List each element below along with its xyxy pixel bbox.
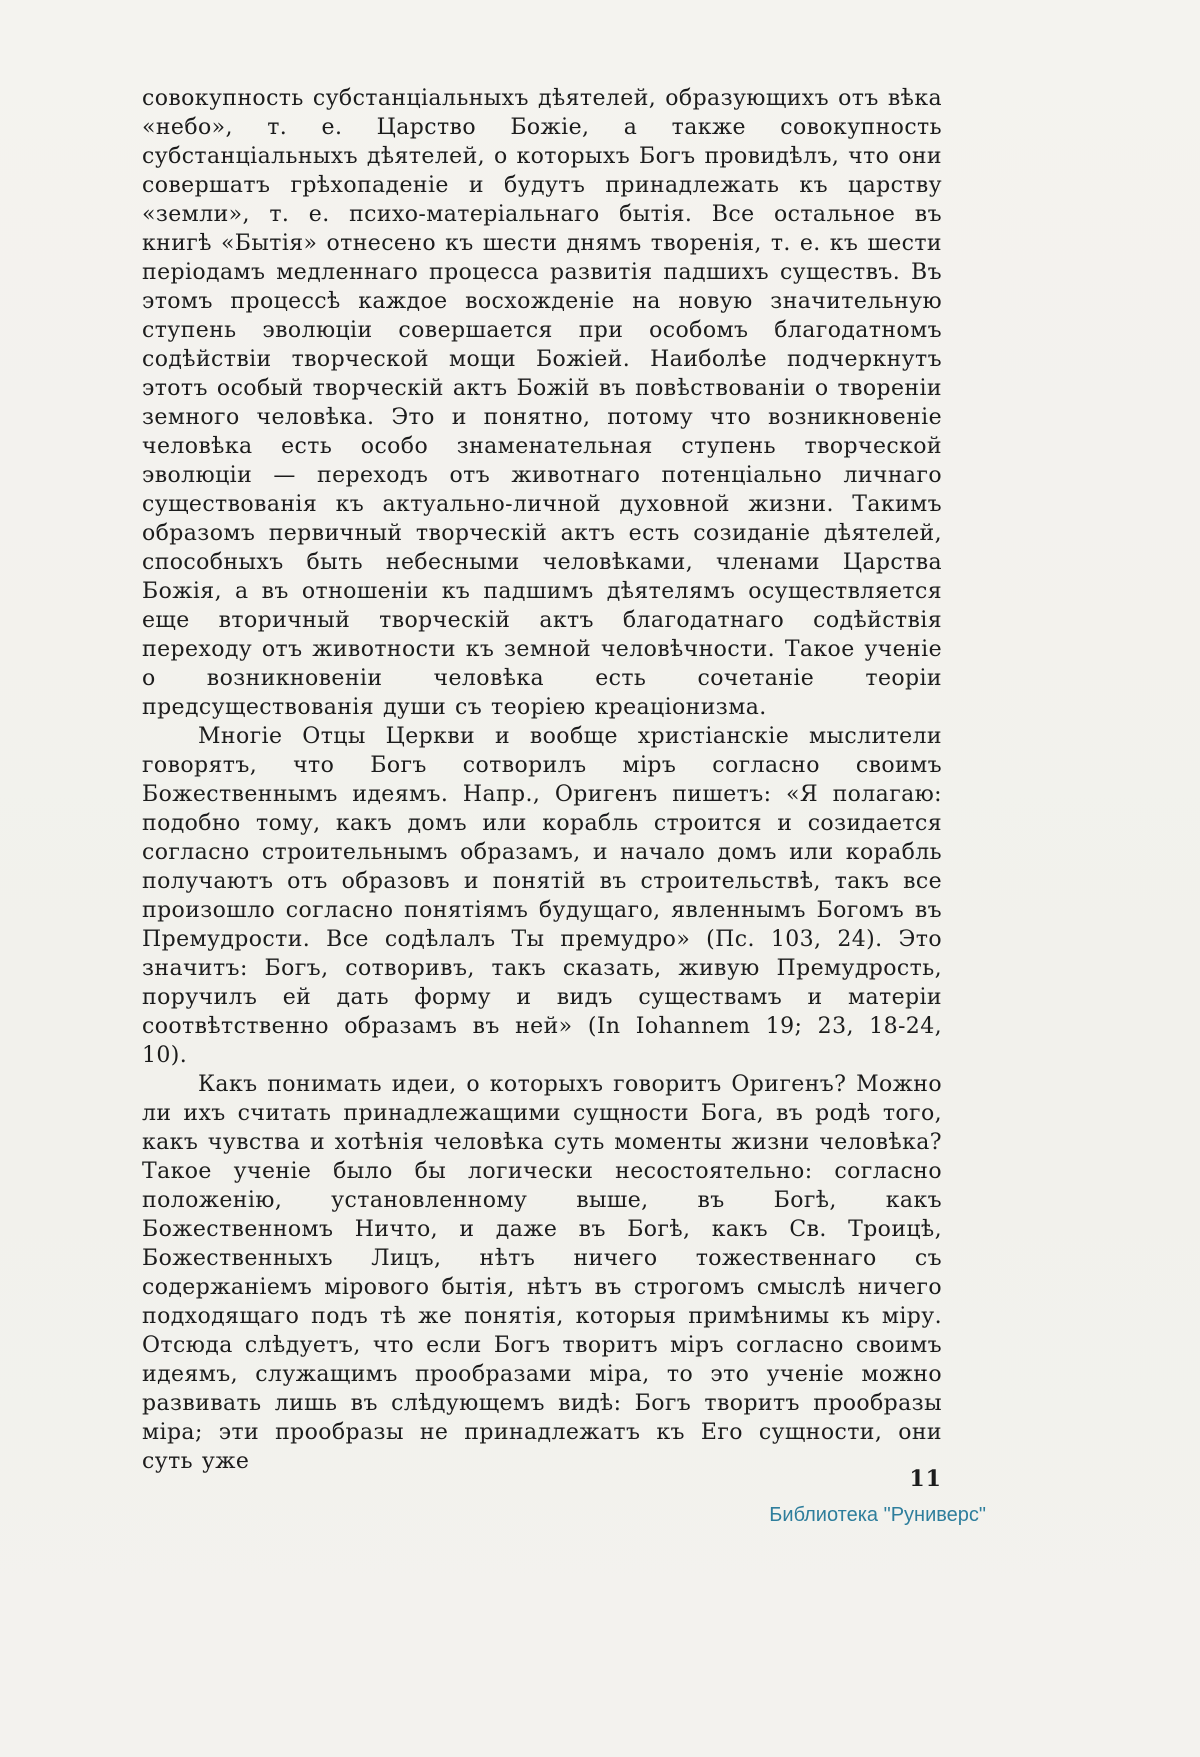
paragraph: Какъ понимать идеи, о которыхъ говоритъ Оригенъ? Можно ли ихъ считать принадлежащими сущности Бога, въ родѣ того, какъ чувства и хотѣнія человѣка суть моменты жизни человѣка? Такое ученіе было бы логически несостоятельно: согласно положенію, установленному выше, въ Богѣ, какъ Божественномъ Ничто, и даже въ Богѣ, какъ Св. Троицѣ, Божественныхъ Лицъ, нѣтъ ничего тожественнаго съ содержаніемъ мірового бытія, нѣтъ въ строгомъ смыслѣ ничего подходящаго подъ тѣ же понятія, которыя примѣнимы къ міру. Отсюда слѣдуетъ, что если Богъ творитъ міръ согласно своимъ идеямъ, служащимъ прообразами міра, то это ученіе можно развивать лишь въ слѣдующемъ видѣ: Богъ творитъ прообразы міра; эти прообразы не принадлежатъ къ Его сущности, они суть уже bbox=[142, 1072, 942, 1474]
page-number: 11 bbox=[909, 1466, 942, 1492]
paragraph-continuation: совокупность субстанціальныхъ дѣятелей, образующихъ отъ вѣка «небо», т. е. Царство Божіе, а также совокупность субстанціальныхъ дѣятелей, о которыхъ Богъ провидѣлъ, что они совершатъ грѣхопаденіе и будутъ принадлежать къ царству «земли», т. е. психо-матеріальнаго бытія. Все остальное въ книгѣ «Бытія» отнесено къ шести днямъ творенія, т. е. къ шести періодамъ медленнаго процесса развитія падшихъ существъ. Въ этомъ процессѣ каждое восхожденіе на новую значительную ступень эволюціи совершается при особомъ благодатномъ содѣйствіи творческой мощи Божіей. Наиболѣе подчеркнутъ этотъ особый творческій актъ Божій въ повѣствованіи о твореніи земного человѣка. Это и понятно, потому что возникновеніе человѣка есть особо знаменательная ступень творческой эволюціи — переходъ отъ животнаго потенціально личнаго существованія къ актуально-личной духовной жизни. Такимъ образомъ первичный творческій актъ есть созиданіе дѣятелей, способныхъ быть небесными человѣками, членами Царства Божія, а въ отношеніи къ падшимъ дѣятелямъ осуществляется еще вторичный творческій актъ благодатнаго содѣйствія переходу отъ животности къ земной человѣчности. Такое ученіе о возникновеніи человѣка есть сочетаніе теоріи предсуществованія души съ теоріею креаціонизма. bbox=[142, 86, 942, 720]
paragraph: Многіе Отцы Церкви и вообще христіанскіе мыслители говорятъ, что Богъ сотворилъ міръ согласно своимъ Божественнымъ идеямъ. Напр., Оригенъ пишетъ: «Я полагаю: подобно тому, какъ домъ или корабль строится и созидается согласно строительнымъ образамъ, и начало домъ или корабль получаютъ отъ образовъ и понятій въ строительствѣ, такъ все произошло согласно понятіямъ будущаго, явленнымъ Богомъ въ Премудрости. Все содѣлалъ Ты премудро» (Пс. 103, 24). Это значитъ: Богъ, сотворивъ, такъ сказать, живую Премудрость, поручилъ ей дать форму и видъ существамъ и матеріи соотвѣтственно образамъ въ ней» (In Iohannem 19; 23, 18-24, 10). bbox=[142, 724, 942, 1068]
page-text-block bbox=[142, 84, 942, 1476]
library-watermark: Библиотека "Руниверс" bbox=[769, 1504, 986, 1526]
